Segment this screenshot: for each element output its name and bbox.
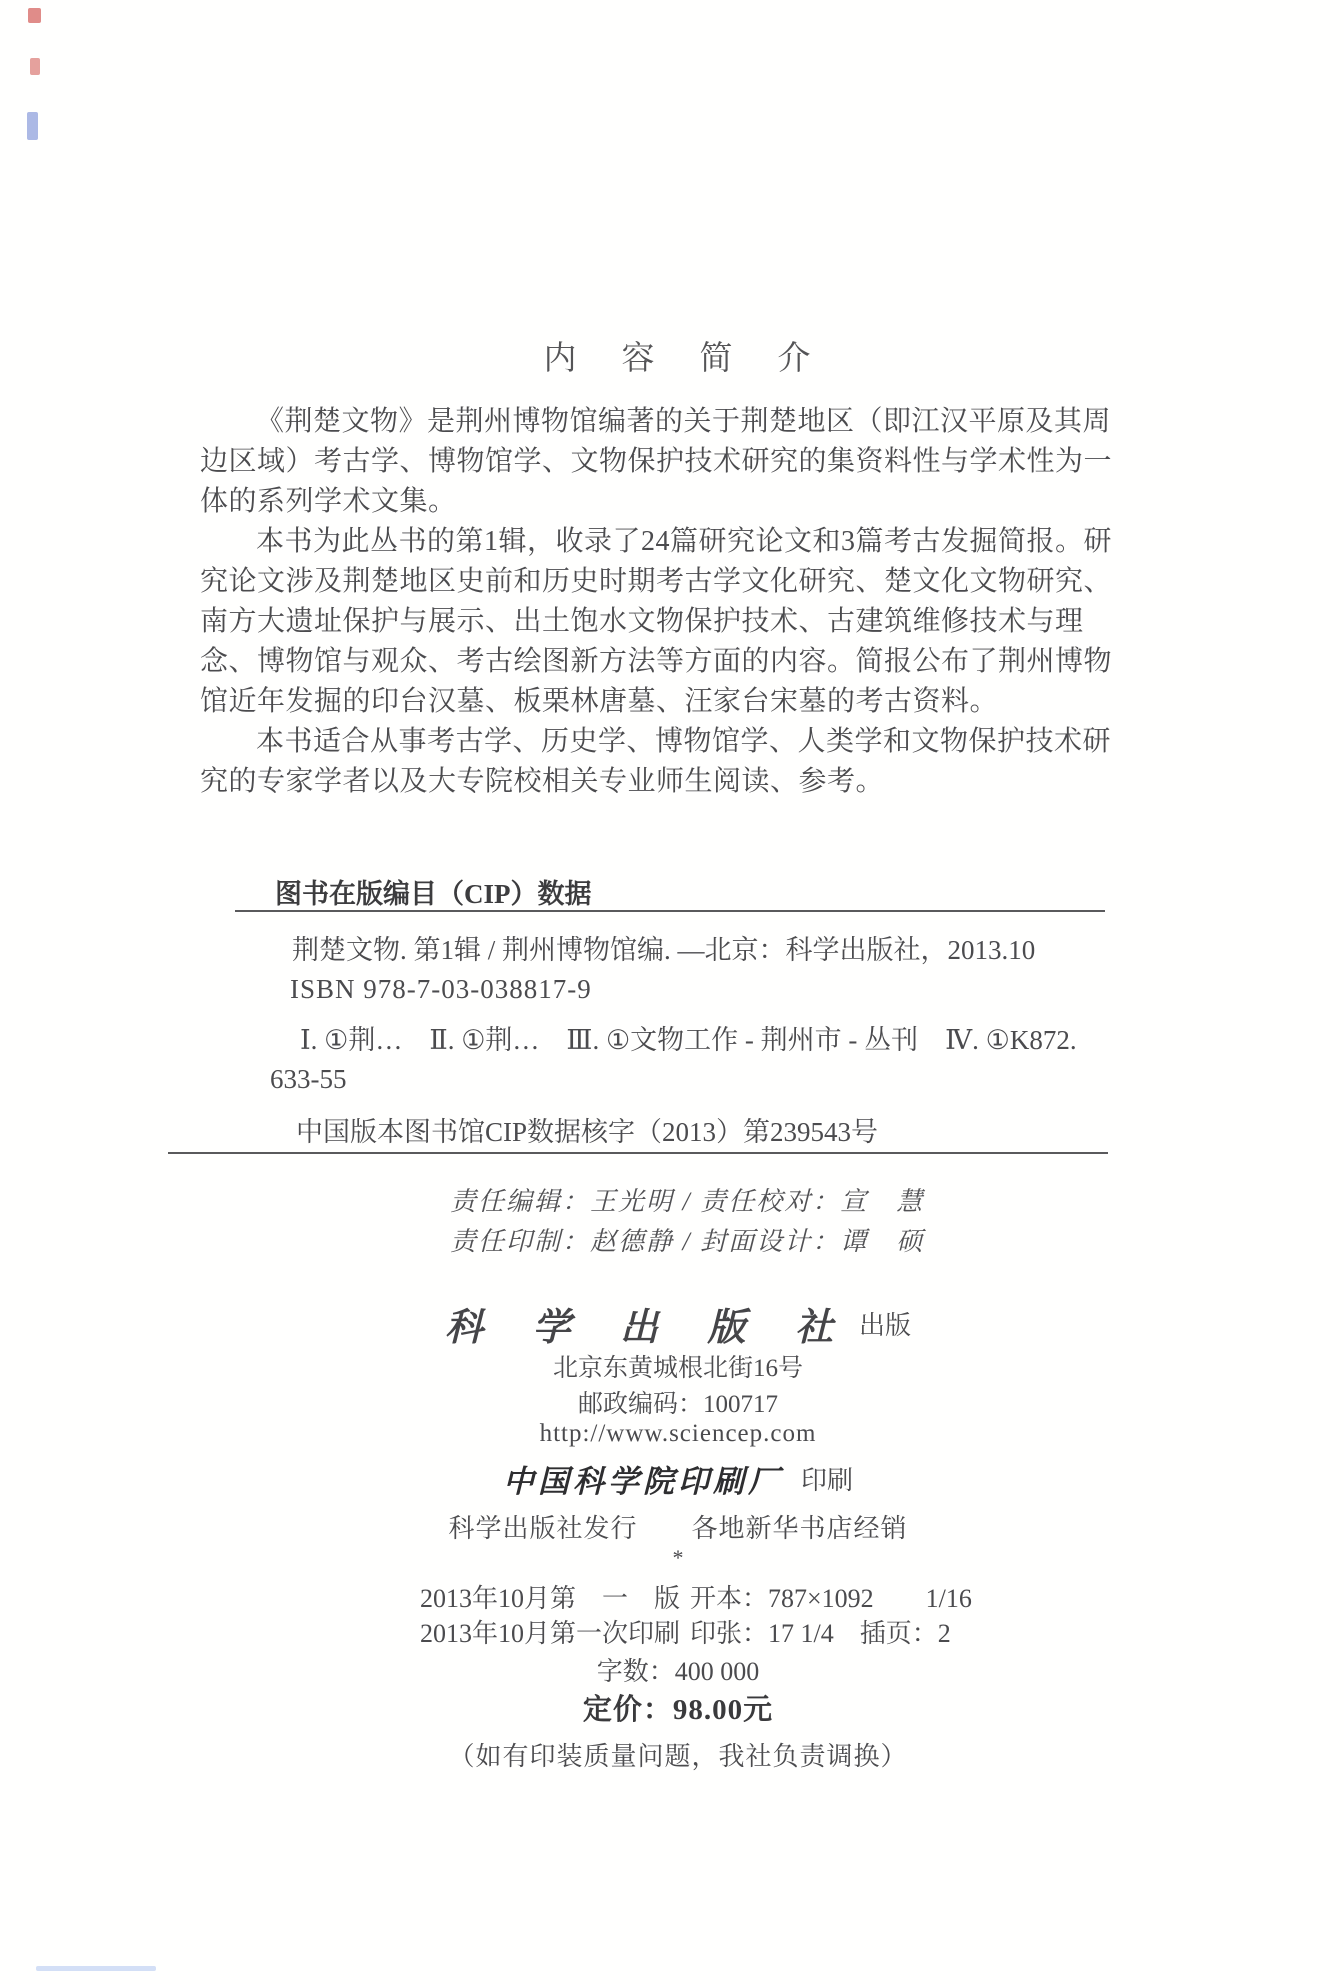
publisher-website: http://www.sciencep.com bbox=[539, 1420, 817, 1447]
intro-p1-line: 边区域）考古学、博物馆学、文物保护技术研究的集资料性与学术性为一 bbox=[200, 446, 1113, 477]
cip-top-rule bbox=[235, 910, 1105, 912]
credits-line: 责任编辑：王光明 / 责任校对：宣 慧 bbox=[450, 1187, 925, 1216]
cip-classification: Ⅰ. ①荆… Ⅱ. ①荆… Ⅲ. ①文物工作 - 荆州市 - 丛刊 Ⅳ. ①K872. bbox=[300, 1025, 1077, 1055]
intro-p1-line: 体的系列学术文集。 bbox=[200, 486, 457, 517]
distribution-line: 科学出版社发行 各地新华书店经销 bbox=[448, 1514, 908, 1543]
quality-notice: （如有印装质量问题，我社负责调换） bbox=[448, 1742, 908, 1771]
intro-p2-line: 本书为此丛书的第1辑，收录了24篇研究论文和3篇考古发掘简报。研 bbox=[256, 526, 1113, 557]
edition-format: 开本：787×1092 1/16 bbox=[690, 1584, 972, 1613]
scan-artifact-red bbox=[30, 58, 40, 75]
intro-p2-line: 馆近年发掘的印台汉墓、板栗林唐墓、汪家台宋墓的考古资料。 bbox=[200, 686, 999, 717]
printing-date: 2013年10月第一次印刷 bbox=[420, 1619, 681, 1648]
separator-star: * bbox=[672, 1545, 684, 1570]
publisher-postcode: 邮政编码：100717 bbox=[577, 1391, 778, 1418]
printing-sheets: 印张：17 1/4 插页：2 bbox=[690, 1619, 951, 1648]
printer-logotype: 中国科学院印刷厂 bbox=[502, 1464, 783, 1499]
intro-p2-line: 究论文涉及荆楚地区史前和历史时期考古学文化研究、楚文化文物研究、 bbox=[200, 566, 1113, 597]
printing-row bbox=[200, 1613, 1110, 1649]
scan-artifact-red bbox=[28, 8, 41, 23]
publisher-role-label: 出版 bbox=[859, 1311, 912, 1340]
price: 定价：98.00元 bbox=[582, 1694, 774, 1726]
publisher-logotype: 科 学 出 版 社 bbox=[444, 1307, 853, 1349]
cip-registry-number: 中国版本图书馆CIP数据核字（2013）第239543号 bbox=[296, 1117, 879, 1147]
scan-artifact-blue bbox=[36, 1966, 156, 1971]
edition-date: 2013年10月第 一 版 bbox=[420, 1584, 681, 1613]
word-count: 字数：400 000 bbox=[596, 1657, 760, 1686]
intro-p2-line: 南方大遗址保护与展示、出土饱水文物保护技术、古建筑维修技术与理 bbox=[200, 606, 1084, 637]
intro-paragraphs bbox=[200, 402, 1113, 802]
printer-role-label: 印刷 bbox=[800, 1466, 853, 1495]
publisher-row bbox=[228, 1296, 1128, 1351]
publisher-address: 北京东黄城根北街16号 bbox=[552, 1355, 803, 1382]
staff-credits bbox=[450, 1182, 924, 1262]
intro-p3-line: 本书适合从事考古学、历史学、博物馆学、人类学和文物保护技术研 bbox=[256, 726, 1112, 757]
intro-p1-line: 《荆楚文物》是荆州博物馆编著的关于荆楚地区（即江汉平原及其周 bbox=[256, 406, 1112, 437]
cip-header: 图书在版编目（CIP）数据 bbox=[275, 879, 592, 909]
intro-p3-line: 究的专家学者以及大专院校相关专业师生阅读、参考。 bbox=[200, 766, 885, 797]
cip-classification-continued: 633-55 bbox=[270, 1064, 347, 1094]
cip-bottom-rule bbox=[168, 1152, 1108, 1154]
page-title: 内 容 简 介 bbox=[543, 341, 817, 377]
cip-isbn: ISBN 978-7-03-038817-9 bbox=[290, 974, 592, 1004]
intro-p2-line: 念、博物馆与观众、考古绘图新方法等方面的内容。简报公布了荆州博物 bbox=[200, 646, 1113, 677]
printer-row bbox=[228, 1456, 1128, 1501]
credits-line: 责任印制：赵德静 / 封面设计：谭 硕 bbox=[450, 1227, 925, 1256]
edition-row bbox=[200, 1578, 1110, 1614]
cip-record: 荆楚文物. 第1辑 / 荆州博物馆编. —北京：科学出版社，2013.10 bbox=[292, 935, 1036, 965]
scan-artifact-blue bbox=[27, 112, 38, 140]
